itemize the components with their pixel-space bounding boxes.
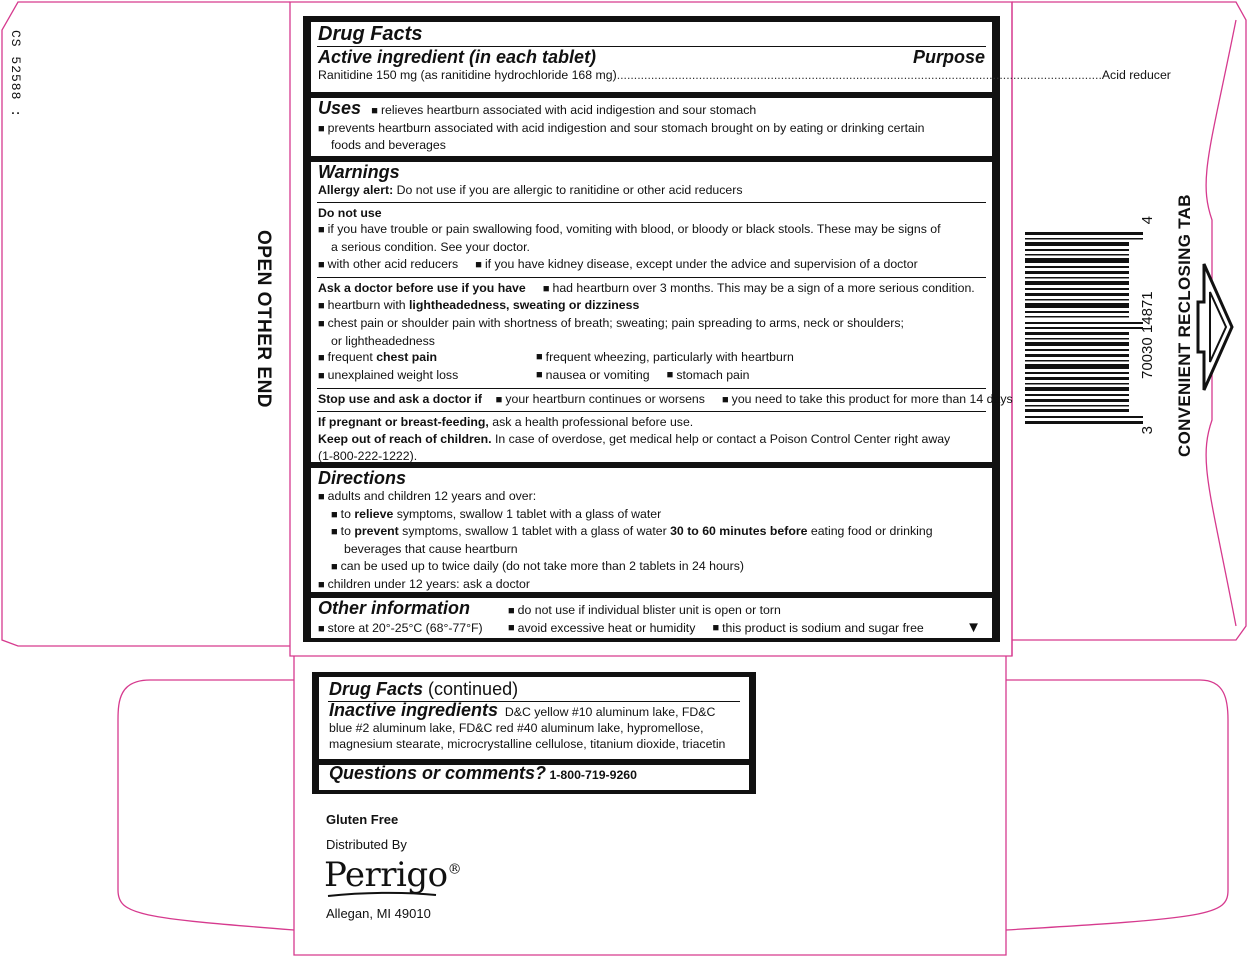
questions-section xyxy=(319,765,749,790)
barcode-digit-right: 4 xyxy=(1139,216,1156,225)
distributed-by-text: Distributed By xyxy=(326,837,407,852)
use-item-cont: foods and beverages xyxy=(331,138,446,153)
direction-item-cont: beverages that cause heartburn xyxy=(344,542,518,557)
inactive-text: blue #2 aluminum lake, FD&C red #40 aluminum lake, hypromellose, xyxy=(329,721,704,735)
ask-item-bold: lightheadedness, sweating or dizziness xyxy=(409,298,640,313)
ask-item: nausea or vomiting xyxy=(545,368,650,383)
other-item: store at 20°-25°C (68°-77°F) xyxy=(327,620,483,635)
upc-barcode xyxy=(1025,232,1143,428)
questions-phone: 1-800-719-9260 xyxy=(549,768,637,782)
barcode-digit-left: 3 xyxy=(1139,426,1156,435)
inactive-text: magnesium stearate, microcrystalline cellulose, titanium dioxide, triacetin xyxy=(329,737,726,751)
pregnant-text: ask a health professional before use. xyxy=(492,415,694,430)
lot-code: CS 52588 : xyxy=(8,30,23,119)
warning-item: if you have trouble or pain swallowing food, vomiting with blood, or bloody or black stools. These may be signs of xyxy=(327,222,941,237)
questions-heading: Questions or comments? xyxy=(329,763,547,783)
warnings-section: Warnings Allergy alert: Do not use if you are allergic to ranitidine or other acid reducers Do not use ■ if you have trouble or pain swallowing food, vomiting with blood, or bloody or black stools. These may be signs of a serious condition. See your doctor. ■ with other acid reducers ■ if you have kidney disease, except under the advice and supervision of a doctor Ask a doctor before use if you have ■ had heartburn over 3 months. This may be a sign of a more serious condition. ■ heartburn with lightheadedness, sweating or dizziness ■ chest pain or shoulder pain with shortness of breath; sweating; pain spreading to arms, neck or shoulders; or lightheadedness ■ frequent chest pain ■ frequent wheezing, particularly with heartburn ■ unexplained weight loss ■ nausea or vomiting ■ stomach pain Stop use and ask a doctor if ■ your heartburn continues or worsens ■ you need to take this product for more than 14 days If pregnant or breast-feeding, ask a health professional before use. Keep out of reach of children. In case of overdose, get medical help or contact a Poison Control Center right away (1-800-222-1222). xyxy=(311,162,992,462)
ask-doctor-heading: Ask a doctor before use if you have xyxy=(318,280,526,295)
direction-bold: 30 to 60 minutes before xyxy=(670,524,808,539)
direction-item: can be used up to twice daily (do not take more than 2 tablets in 24 hours) xyxy=(340,558,744,573)
warning-item: if you have kidney disease, except under the advice and supervision of a doctor xyxy=(484,256,918,271)
use-item: relieves heartburn associated with acid indigestion and sour stomach xyxy=(380,103,757,117)
inactive-heading: Inactive ingredients xyxy=(329,700,499,720)
ask-item: stomach pain xyxy=(676,368,750,383)
inactive-section xyxy=(319,677,749,759)
direction-item: to xyxy=(340,524,355,539)
direction-item: adults and children 12 years and over: xyxy=(327,489,537,503)
keep-out-label: Keep out of reach of children. xyxy=(318,432,492,447)
allergy-text: Do not use if you are allergic to ranitidine or other acid reducers xyxy=(396,183,743,197)
distributor-address: Allegan, MI 49010 xyxy=(326,906,431,921)
keep-out-text: In case of overdose, get medical help or contact a Poison Control Center right away xyxy=(494,432,951,447)
other-item: this product is sodium and sugar free xyxy=(722,621,924,636)
active-ingredient-heading: Active ingredient (in each tablet) xyxy=(318,47,597,67)
uses-section: Uses ■ relieves heartburn associated with acid indigestion and sour stomach ■ prevents heartburn associated with acid indigestion and sour stomach brought on by eating or drinking certain foods and beverages xyxy=(311,98,992,156)
ask-item: had heartburn over 3 months. This may be a sign of a more serious condition. xyxy=(552,280,975,295)
ask-item: frequent wheezing, particularly with heartburn xyxy=(545,350,794,365)
purpose-heading: Purpose xyxy=(912,47,985,67)
directions-section: Directions ■ adults and children 12 years and over: ■ to relieve symptoms, swallow 1 tablet with a glass of water ■ to prevent symptoms, swallow 1 tablet with a glass of water 30 to 60 minutes before eating food or drinking beverages that cause heartburn ■ can be used up to twice daily (do not take more than 2 tablets in 24 hours) ■ children under 12 years: ask a doctor xyxy=(311,468,992,592)
ask-item: frequent xyxy=(327,350,377,365)
direction-bold: prevent xyxy=(354,524,399,539)
gluten-free-text: Gluten Free xyxy=(326,812,399,827)
other-item: avoid excessive heat or humidity xyxy=(517,621,696,636)
warning-item: with other acid reducers xyxy=(327,256,459,271)
continued-title: Drug Facts xyxy=(329,679,424,699)
drug-facts-continued-panel xyxy=(312,672,756,794)
other-info-heading: Other information xyxy=(318,598,470,618)
allergy-label: Allergy alert: xyxy=(318,183,394,197)
poison-control-phone: (1-800-222-1222). xyxy=(318,448,418,463)
logo-swoosh-icon xyxy=(326,891,438,899)
directions-heading: Directions xyxy=(318,468,407,488)
barcode-digits: 70030 14871 xyxy=(1139,291,1156,379)
drug-facts-title: Drug Facts xyxy=(318,23,423,45)
do-not-use-heading: Do not use xyxy=(318,205,382,220)
direction-item: eating food or drinking xyxy=(807,524,933,539)
stop-use-heading: Stop use and ask a doctor if xyxy=(318,391,482,406)
reclosing-tab-text: CONVENIENT RECLOSING TAB xyxy=(1175,194,1194,458)
ask-item: heartburn with xyxy=(327,298,409,313)
warnings-heading: Warnings xyxy=(318,162,400,182)
direction-item: symptoms, swallow 1 tablet with a glass of water xyxy=(398,524,671,539)
ask-item: chest pain or shoulder pain with shortness of breath; sweating; pain spreading to arms, neck or shoulders; xyxy=(327,315,904,330)
triangle-down-icon: ▼ xyxy=(966,619,981,637)
purpose-value: Acid reducer xyxy=(1101,68,1171,82)
ask-item: unexplained weight loss xyxy=(327,368,459,383)
ask-item-bold: chest pain xyxy=(376,350,438,365)
other-item: do not use if individual blister unit is open or torn xyxy=(517,603,781,617)
active-ingredient-line: Ranitidine 150 mg (as ranitidine hydrochloride 168 mg) xyxy=(318,68,617,82)
ask-item-cont: or lightheadedness xyxy=(331,333,435,348)
direction-item: children under 12 years: ask a doctor xyxy=(327,576,530,591)
continued-suffix: (continued) xyxy=(423,679,519,699)
direction-item: to xyxy=(340,506,355,521)
stop-item: you need to take this product for more than 14 days xyxy=(731,391,1013,406)
uses-heading: Uses xyxy=(318,98,362,118)
active-ingredient-section: Drug Facts Active ingredient (in each tablet) Purpose Ranitidine 150 mg (as ranitidine hydrochloride 168 mg) .............................................................................................................................................. Acid reducer xyxy=(311,22,992,92)
pregnant-label: If pregnant or breast-feeding, xyxy=(318,415,489,430)
perrigo-logo: Perrigo® xyxy=(324,855,462,895)
direction-bold: relieve xyxy=(354,506,394,521)
stop-item: your heartburn continues or worsens xyxy=(505,391,705,406)
other-info-section: Other information ■ do not use if individual blister unit is open or torn ■ store at 20°-25°C (68°-77°F) ■ avoid excessive heat or humidity ■ this product is sodium and sugar free ▼ xyxy=(311,598,992,638)
direction-item: symptoms, swallow 1 tablet with a glass of water xyxy=(393,506,662,521)
warning-item-cont: a serious condition. See your doctor. xyxy=(331,240,530,255)
arrow-icon xyxy=(1196,262,1238,392)
open-other-end-text: OPEN OTHER END xyxy=(253,230,274,409)
use-item: prevents heartburn associated with acid indigestion and sour stomach brought on by eating or drinking certain xyxy=(327,120,925,135)
inactive-text: D&C yellow #10 aluminum lake, FD&C xyxy=(504,705,716,719)
